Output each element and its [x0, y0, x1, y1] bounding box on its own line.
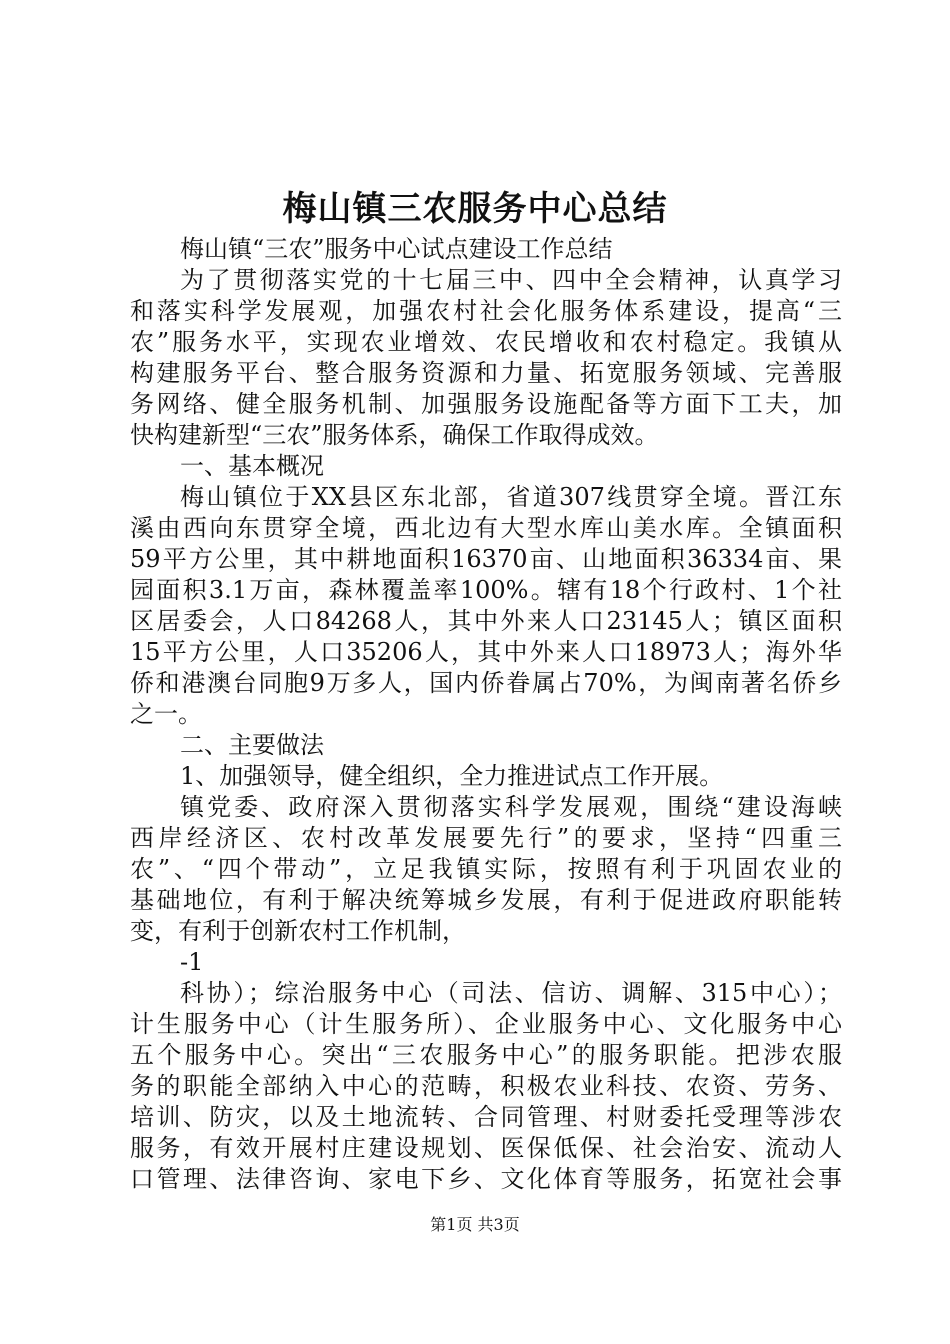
text-line: 15平方公里，人口35206人，其中外来人口18973人；海外华 [130, 638, 842, 666]
text-line: 培训、防灾，以及土地流转、合同管理、村财委托受理等涉农 [130, 1103, 842, 1131]
page-footer: 第1页 共3页 [430, 1215, 520, 1234]
text-line: 梅山镇位于XX县区东北部，省道307线贯穿全境。晋江东 [180, 483, 842, 511]
text-line: 之一。 [130, 700, 202, 728]
text-line: 一、基本概况 [180, 452, 324, 480]
text-line: 科协）；综治服务中心（司法、信访、调解、315中心）； [180, 979, 842, 1007]
text-line: 服务，有效开展村庄建设规划、医保低保、社会治安、流动人 [130, 1134, 842, 1162]
text-line: 园面积3.1万亩，森林覆盖率100%。辖有18个行政村、1个社 [130, 576, 842, 604]
text-line: 计生服务中心（计生服务所）、企业服务中心、文化服务中心 [130, 1010, 842, 1038]
text-line: 农”、“四个带动”，立足我镇实际，按照有利于巩固农业的 [130, 855, 842, 883]
document-title: 梅山镇三农服务中心总结 [282, 189, 668, 229]
text-line: 区居委会，人口84268人，其中外来人口23145人；镇区面积 [130, 607, 842, 635]
document-body [130, 234, 842, 1195]
text-line: 务的职能全部纳入中心的范畴，积极农业科技、农资、劳务、 [130, 1072, 842, 1100]
text-line: 59平方公里，其中耕地面积16370亩、山地面积36334亩、果 [130, 545, 842, 573]
text-line: 侨和港澳台同胞9万多人，国内侨眷属占70%，为闽南著名侨乡 [130, 669, 842, 697]
text-line: -1 [180, 948, 204, 976]
text-line: 梅山镇“三农”服务中心试点建设工作总结 [180, 235, 613, 263]
text-line: 口管理、法律咨询、家电下乡、文化体育等服务，拓宽社会事 [130, 1165, 842, 1193]
text-line: 为了贯彻落实党的十七届三中、四中全会精神，认真学习 [180, 266, 842, 294]
text-line: 二、主要做法 [180, 731, 324, 759]
text-line: 构建服务平台、整合服务资源和力量、拓宽服务领域、完善服 [130, 359, 842, 387]
text-line: 变，有利于创新农村工作机制， [130, 917, 466, 945]
text-line: 基础地位，有利于解决统筹城乡发展，有利于促进政府职能转 [130, 886, 842, 914]
text-line: 西岸经济区、农村改革发展要先行”的要求，坚持“四重三 [130, 824, 842, 852]
text-line: 溪由西向东贯穿全境，西北边有大型水库山美水库。全镇面积 [130, 514, 842, 542]
text-line: 务网络、健全服务机制、加强服务设施配备等方面下工夫，加 [130, 390, 842, 418]
text-line: 快构建新型“三农”服务体系，确保工作取得成效。 [130, 421, 659, 449]
text-line: 1、加强领导，健全组织，全力推进试点工作开展。 [180, 762, 724, 790]
text-line: 和落实科学发展观，加强农村社会化服务体系建设，提高“三 [130, 297, 842, 325]
text-line: 镇党委、政府深入贯彻落实科学发展观，围绕“建设海峡 [180, 793, 842, 821]
text-line: 五个服务中心。突出“三农服务中心”的服务职能。把涉农服 [130, 1041, 842, 1069]
text-line: 农”服务水平，实现农业增效、农民增收和农村稳定。我镇从 [130, 328, 842, 356]
